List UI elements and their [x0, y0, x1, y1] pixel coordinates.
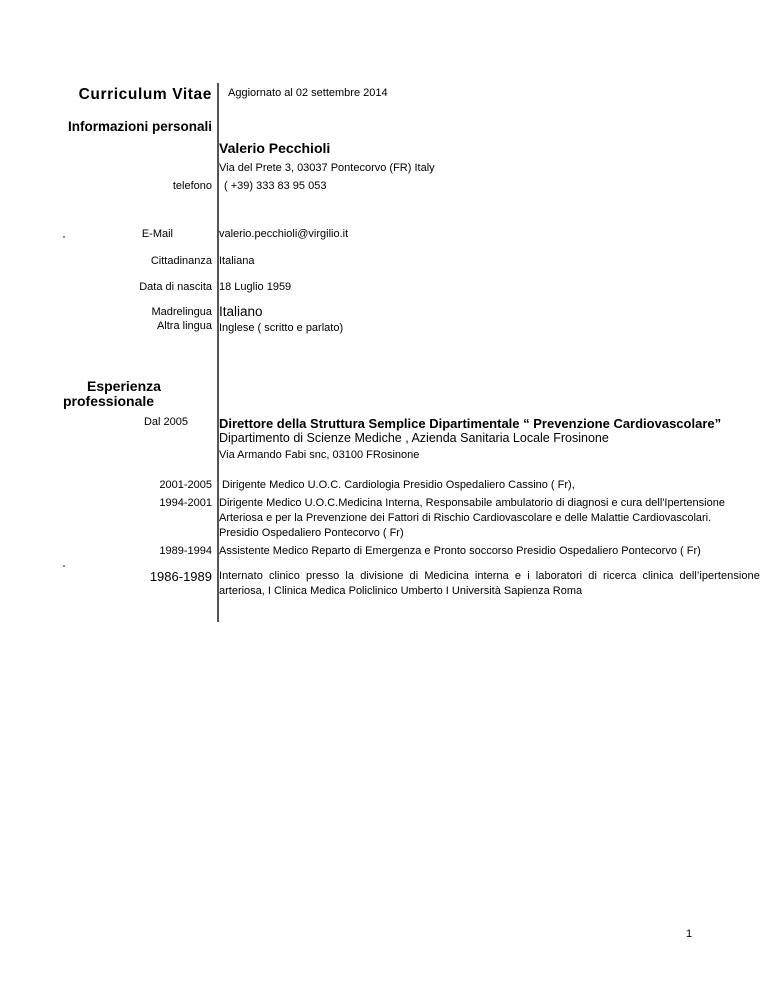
experience-heading-line2: professionale — [63, 393, 155, 409]
stray-dot — [63, 565, 65, 567]
email-label: E-Mail — [141, 228, 173, 240]
citizenship-value: Italiana — [219, 255, 255, 267]
birth-label: Data di nascita — [139, 281, 212, 293]
experience-line: Presidio Ospedaliero Pontecorvo ( Fr) — [219, 527, 404, 539]
experience-line: Arteriosa e per la Prevenzione dei Fattori di Rischio Cardiovascolare e delle Malattie Cardiovascolari. — [219, 512, 712, 524]
mother-tongue-value: Italiano — [219, 304, 263, 319]
experience-period: Dal 2005 — [143, 416, 188, 428]
page-number: 1 — [686, 928, 693, 940]
experience-line: Internato clinico presso la divisione di Medicina interna e i laboratori di ricerca clinica dell’ipertensione — [219, 570, 760, 582]
experience-period: 1994-2001 — [159, 497, 212, 509]
personal-info-heading: Informazioni personali — [67, 119, 212, 134]
experience-heading-line1: Esperienza — [87, 378, 161, 394]
other-language-value: Inglese ( scritto e parlato) — [219, 322, 344, 334]
email-value: valerio.pecchioli@virgilio.it — [219, 228, 349, 240]
updated-date: Aggiornato al 02 settembre 2014 — [228, 87, 388, 99]
address: Via del Prete 3, 03037 Pontecorvo (FR) Italy — [219, 162, 435, 174]
experience-line: Dirigente Medico U.O.C. Cardiologia Presidio Ospedaliero Cassino ( Fr), — [222, 479, 575, 491]
experience-line: arteriosa, I Clinica Medica Policlinico Umberto I Università Sapienza Roma — [219, 585, 583, 597]
person-name: Valerio Pecchioli — [219, 140, 331, 156]
experience-line: Dipartimento di Scienze Mediche , Azienda Sanitaria Locale Frosinone — [219, 431, 609, 445]
experience-line: Dirigente Medico U.O.C.Medicina Interna, Responsabile ambulatorio di diagnosi e cura dell'Ipertensione — [219, 497, 725, 509]
experience-line: Assistente Medico Reparto di Emergenza e Pronto soccorso Presidio Ospedaliero Pontecorvo ( Fr) — [219, 545, 701, 557]
phone-label: telefono — [172, 180, 212, 192]
experience-title: Direttore della Struttura Semplice Dipartimentale “ Prevenzione Cardiovascolare” — [219, 416, 722, 431]
stray-dot — [63, 236, 65, 238]
experience-period: 2001-2005 — [159, 479, 212, 491]
cv-title: Curriculum Vitae — [78, 86, 212, 103]
phone-value: ( +39) 333 83 95 053 — [224, 180, 327, 192]
experience-line: Via Armando Fabi snc, 03100 FRosinone — [219, 449, 420, 461]
other-language-label: Altra lingua — [156, 320, 212, 332]
citizenship-label: Cittadinanza — [150, 255, 212, 267]
experience-period: 1986-1989 — [149, 569, 212, 584]
experience-period: 1989-1994 — [159, 545, 212, 557]
mother-tongue-label: Madrelingua — [151, 306, 212, 318]
birth-value: 18 Luglio 1959 — [219, 281, 292, 293]
